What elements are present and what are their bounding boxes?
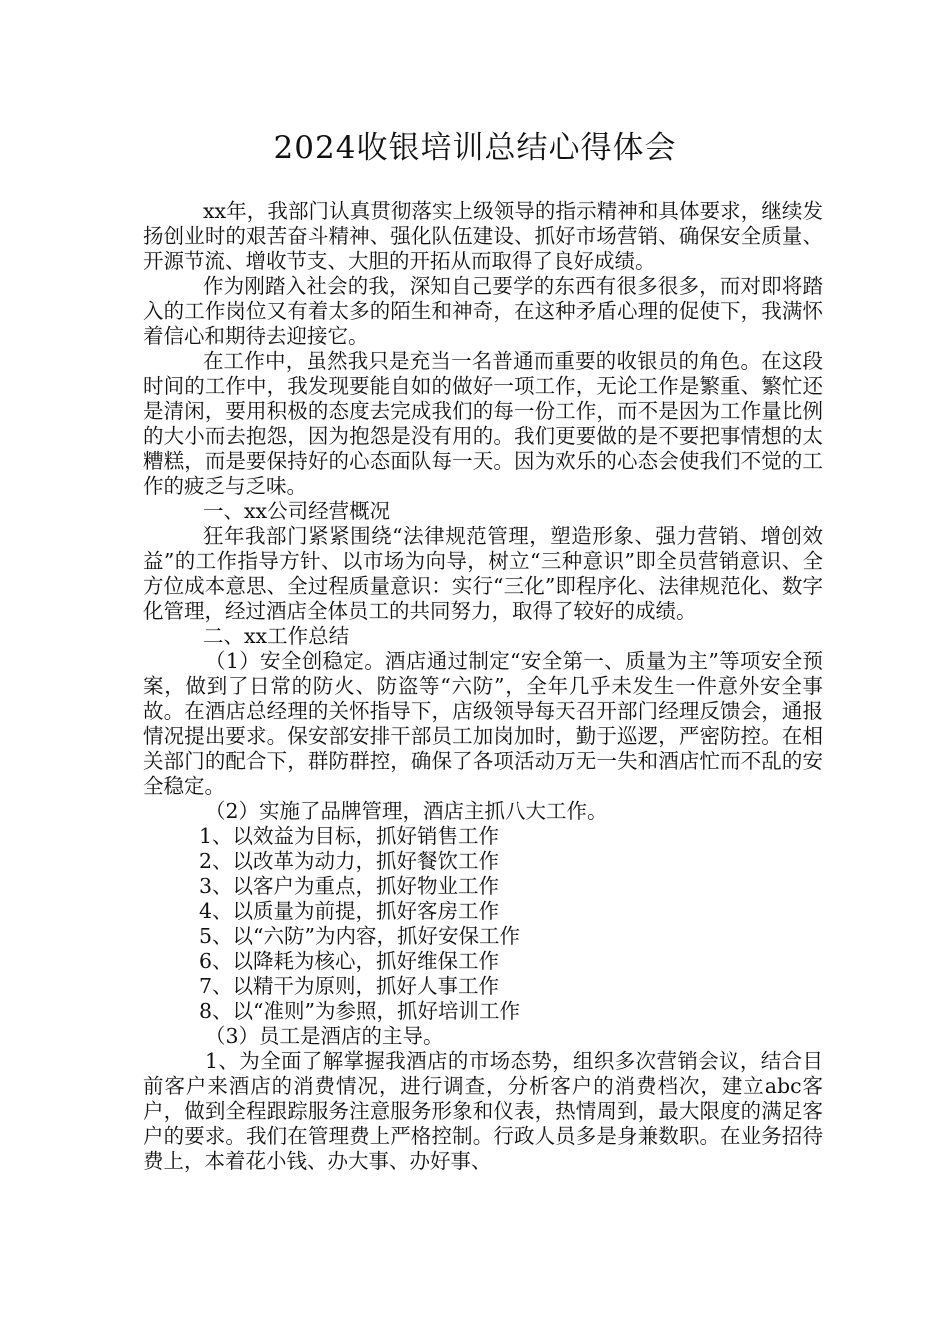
paragraph-staff-heading: （3）员工是酒店的主导。 (205, 1024, 444, 1048)
document-title: 2024收银培训总结心得体会 (273, 130, 677, 166)
section-heading-summary: 二、xx工作总结 (203, 624, 350, 648)
paragraph-brand-management: （2）实施了品牌管理，酒店主抓八大工作。 (205, 799, 608, 823)
list-item: 8、以“准则”为参照，抓好培训工作 (199, 999, 521, 1023)
list-item: 2、以改革为动力，抓好餐饮工作 (199, 849, 500, 873)
section-heading-overview: 一、xx公司经营概况 (203, 499, 391, 523)
paragraph-marketing: 1、为全面了解掌握我酒店的市场态势，组织多次营销会议，结合目前客户来酒店的消费情况，进行调查，分析客户的消费档次，建立abc客户，做到全程跟踪服务注意服务形象和仪表，热情周到，最大限度的满足客户的要求。我们在管理费上严格控制。行政人员多是身兼数职。在业务招待费上，本着花小钱、办大事、办好事、 (143, 1049, 823, 1173)
list-item: 4、以质量为前提，抓好客房工作 (199, 899, 500, 923)
list-item: 6、以降耗为核心，抓好维保工作 (199, 949, 500, 973)
document-body (143, 199, 823, 1174)
list-item: 1、以效益为目标，抓好销售工作 (199, 824, 500, 848)
list-item: 5、以“六防”为内容，抓好安保工作 (199, 924, 521, 948)
paragraph-safety: （1）安全创稳定。酒店通过制定“安全第一、质量为主”等项安全预案，做到了日常的防火、防盗等“六防”，全年几乎未发生一件意外安全事故。在酒店总经理的关怀指导下，店级领导每天召开部门经理反馈会，通报情况提出要求。保安部安排干部员工加岗加时，勤于巡逻，严密防控。在相关部门的配合下，群防群控，确保了各项活动万无一失和酒店忙而不乱的安全稳定。 (143, 649, 823, 798)
list-item: 7、以精干为原则，抓好人事工作 (199, 974, 500, 998)
paragraph-overview: 狂年我部门紧紧围绕“法律规范管理，塑造形象、强力营销、增创效益”的工作指导方针、以市场为向导，树立“三种意识”即全员营销意识、全方位成本意思、全过程质量意识：实行“三化”即程序化、法律规范化、数字化管理，经过酒店全体员工的共同努力，取得了较好的成绩。 (143, 524, 823, 623)
list-item: 3、以客户为重点，抓好物业工作 (199, 874, 500, 898)
paragraph-cashier-role: 在工作中，虽然我只是充当一名普通而重要的收银员的角色。在这段时间的工作中，我发现要能自如的做好一项工作，无论工作是繁重、繁忙还是清闲，要用积极的态度去完成我们的每一份工作，而不是因为工作量比例的大小而去抱怨，因为抱怨是没有用的。我们更要做的是不要把事情想的太糟糕，而是要保持好的心态面队每一天。因为欢乐的心态会使我们不觉的工作的疲乏与乏味。 (143, 349, 823, 498)
paragraph-newcomer: 作为刚踏入社会的我，深知自己要学的东西有很多很多，而对即将踏入的工作岗位又有着太多的陌生和神奇，在这种矛盾心理的促使下，我满怀着信心和期待去迎接它。 (143, 274, 823, 348)
paragraph-intro: xx年，我部门认真贯彻落实上级领导的指示精神和具体要求，继续发扬创业时的艰苦奋斗精神、强化队伍建设、抓好市场营销、确保安全质量、开源节流、增收节支、大胆的开拓从而取得了良好成绩。 (143, 199, 823, 273)
